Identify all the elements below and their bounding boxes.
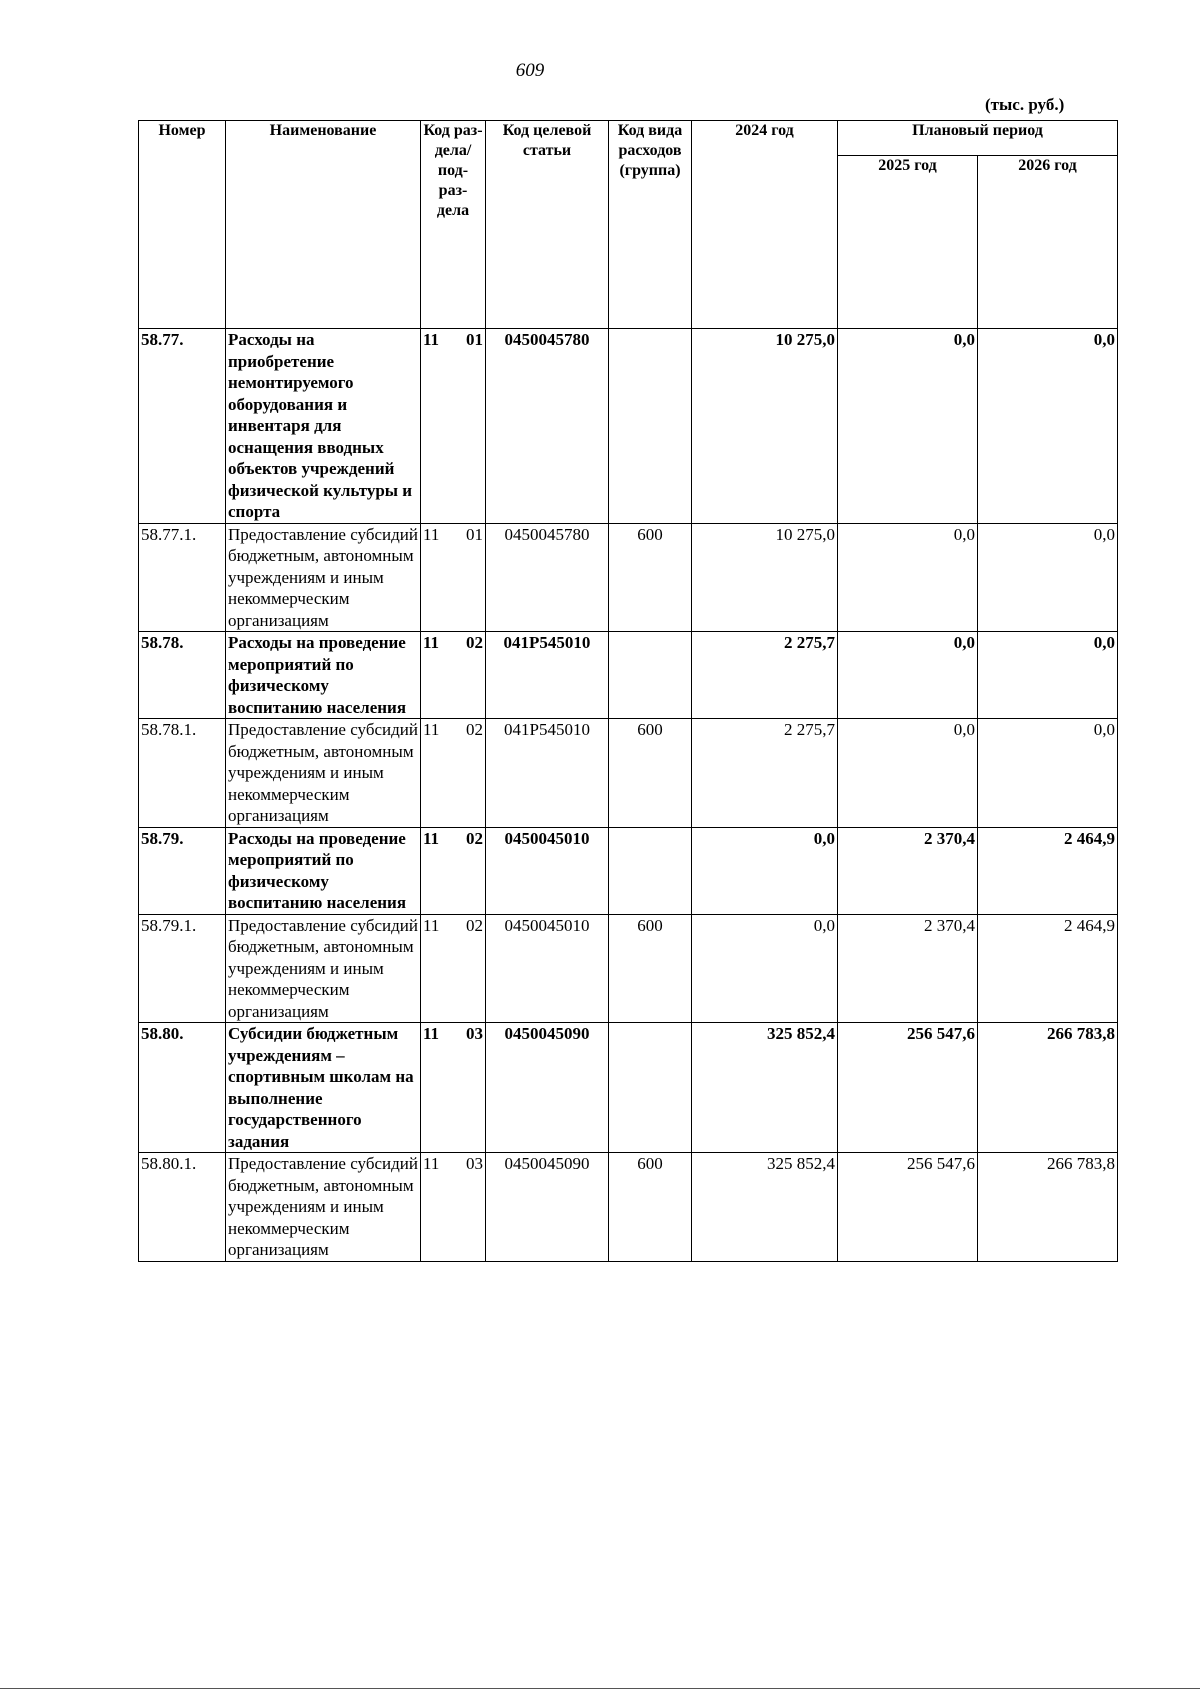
row-value-2026: 0,0 <box>978 632 1118 719</box>
table-row <box>139 329 1118 524</box>
row-target-code: 041Р545010 <box>486 719 609 828</box>
section-code-pair <box>423 1153 483 1175</box>
row-number: 58.80.1. <box>139 1153 226 1262</box>
row-section-code <box>421 632 486 719</box>
row-name: Расходы на проведение мероприятий по физическому воспитанию населения <box>226 632 421 719</box>
header-name: Наименование <box>226 121 421 329</box>
header-expense-type: Код вида расходов (группа) <box>609 121 692 329</box>
section-code-pair <box>423 828 483 850</box>
subsection-code: 02 <box>466 915 483 935</box>
row-value-2024: 2 275,7 <box>692 632 838 719</box>
section-code: 11 <box>423 915 440 935</box>
subsection-code: 01 <box>466 330 483 349</box>
header-target-code: Код целевой статьи <box>486 121 609 329</box>
row-expense-type: 600 <box>609 914 692 1023</box>
table-row <box>139 914 1118 1023</box>
header-2026: 2026 год <box>978 156 1118 329</box>
row-value-2024: 10 275,0 <box>692 329 838 524</box>
row-target-code: 041Р545010 <box>486 632 609 719</box>
row-value-2025: 256 547,6 <box>838 1023 978 1153</box>
row-value-2024: 325 852,4 <box>692 1153 838 1262</box>
row-section-code <box>421 523 486 632</box>
row-name: Предоставление субсидий бюджетным, автономным учреждениям и иным некоммерческим организациям <box>226 719 421 828</box>
section-code: 11 <box>423 524 440 544</box>
subsection-code: 01 <box>466 524 483 544</box>
row-section-code <box>421 1023 486 1153</box>
section-code: 11 <box>423 330 440 349</box>
row-value-2026: 0,0 <box>978 719 1118 828</box>
row-section-code <box>421 1153 486 1262</box>
row-value-2025: 0,0 <box>838 719 978 828</box>
section-code-pair <box>423 915 483 937</box>
section-code-pair <box>423 632 483 654</box>
section-code: 11 <box>423 1024 440 1043</box>
row-name: Расходы на проведение мероприятий по физическому воспитанию населения <box>226 827 421 914</box>
units-label: (тыс. руб.) <box>985 95 1065 114</box>
row-expense-type: 600 <box>609 719 692 828</box>
budget-table <box>138 120 1118 1262</box>
row-value-2024: 0,0 <box>692 914 838 1023</box>
row-value-2026: 2 464,9 <box>978 827 1118 914</box>
row-number: 58.78.1. <box>139 719 226 828</box>
subsection-code: 02 <box>466 828 483 848</box>
row-number: 58.79.1. <box>139 914 226 1023</box>
row-value-2026: 2 464,9 <box>978 914 1118 1023</box>
section-code-pair <box>423 524 483 546</box>
row-value-2025: 256 547,6 <box>838 1153 978 1262</box>
row-expense-type <box>609 827 692 914</box>
table-row <box>139 1153 1118 1262</box>
row-expense-type: 600 <box>609 523 692 632</box>
row-number: 58.78. <box>139 632 226 719</box>
row-target-code: 0450045010 <box>486 914 609 1023</box>
row-value-2026: 266 783,8 <box>978 1153 1118 1262</box>
table-row <box>139 827 1118 914</box>
page-bottom-rule <box>0 1688 1200 1689</box>
header-2025: 2025 год <box>838 156 978 329</box>
row-number: 58.79. <box>139 827 226 914</box>
subsection-code: 03 <box>466 1154 483 1173</box>
table-row <box>139 523 1118 632</box>
table-row <box>139 632 1118 719</box>
header-number: Номер <box>139 121 226 329</box>
section-code: 11 <box>423 1154 440 1173</box>
row-name: Предоставление субсидий бюджетным, автономным учреждениям и иным некоммерческим организациям <box>226 914 421 1023</box>
header-planning-period: Плановый период <box>838 121 1118 156</box>
row-section-code <box>421 827 486 914</box>
header-section-code: Код раз- дела/ под- раз- дела <box>421 121 486 329</box>
row-value-2026: 266 783,8 <box>978 1023 1118 1153</box>
row-section-code <box>421 914 486 1023</box>
row-name: Предоставление субсидий бюджетным, автономным учреждениям и иным некоммерческим организациям <box>226 1153 421 1262</box>
row-name: Субсидии бюджетным учреждениям – спортивным школам на выполнение государственного задания <box>226 1023 421 1153</box>
row-target-code: 0450045090 <box>486 1023 609 1153</box>
subsection-code: 03 <box>466 1024 483 1043</box>
row-number: 58.80. <box>139 1023 226 1153</box>
header-2024: 2024 год <box>692 121 838 329</box>
row-value-2025: 0,0 <box>838 632 978 719</box>
row-expense-type <box>609 329 692 524</box>
row-value-2024: 325 852,4 <box>692 1023 838 1153</box>
row-value-2025: 0,0 <box>838 329 978 524</box>
subsection-code: 02 <box>466 720 483 739</box>
row-expense-type <box>609 1023 692 1153</box>
row-value-2025: 2 370,4 <box>838 827 978 914</box>
row-target-code: 0450045780 <box>486 523 609 632</box>
page-number: 609 <box>515 60 545 81</box>
row-expense-type <box>609 632 692 719</box>
row-name: Расходы на приобретение немонтируемого оборудования и инвентаря для оснащения вводных объектов учреждений физической культуры и спорта <box>226 329 421 524</box>
row-value-2024: 0,0 <box>692 827 838 914</box>
row-value-2026: 0,0 <box>978 523 1118 632</box>
row-value-2024: 10 275,0 <box>692 523 838 632</box>
section-code: 11 <box>423 828 440 848</box>
row-target-code: 0450045090 <box>486 1153 609 1262</box>
row-name: Предоставление субсидий бюджетным, автономным учреждениям и иным некоммерческим организациям <box>226 523 421 632</box>
row-value-2026: 0,0 <box>978 329 1118 524</box>
row-target-code: 0450045780 <box>486 329 609 524</box>
row-value-2025: 0,0 <box>838 523 978 632</box>
table-row <box>139 1023 1118 1153</box>
section-code: 11 <box>423 720 440 739</box>
table-body <box>139 329 1118 1262</box>
table-row <box>139 719 1118 828</box>
row-section-code <box>421 329 486 524</box>
section-code-pair <box>423 719 483 741</box>
row-target-code: 0450045010 <box>486 827 609 914</box>
row-number: 58.77.1. <box>139 523 226 632</box>
section-code-pair <box>423 1023 483 1045</box>
subsection-code: 02 <box>466 633 483 652</box>
section-code: 11 <box>423 633 440 652</box>
row-value-2024: 2 275,7 <box>692 719 838 828</box>
row-section-code <box>421 719 486 828</box>
section-code-pair <box>423 329 483 351</box>
row-number: 58.77. <box>139 329 226 524</box>
row-expense-type: 600 <box>609 1153 692 1262</box>
row-value-2025: 2 370,4 <box>838 914 978 1023</box>
